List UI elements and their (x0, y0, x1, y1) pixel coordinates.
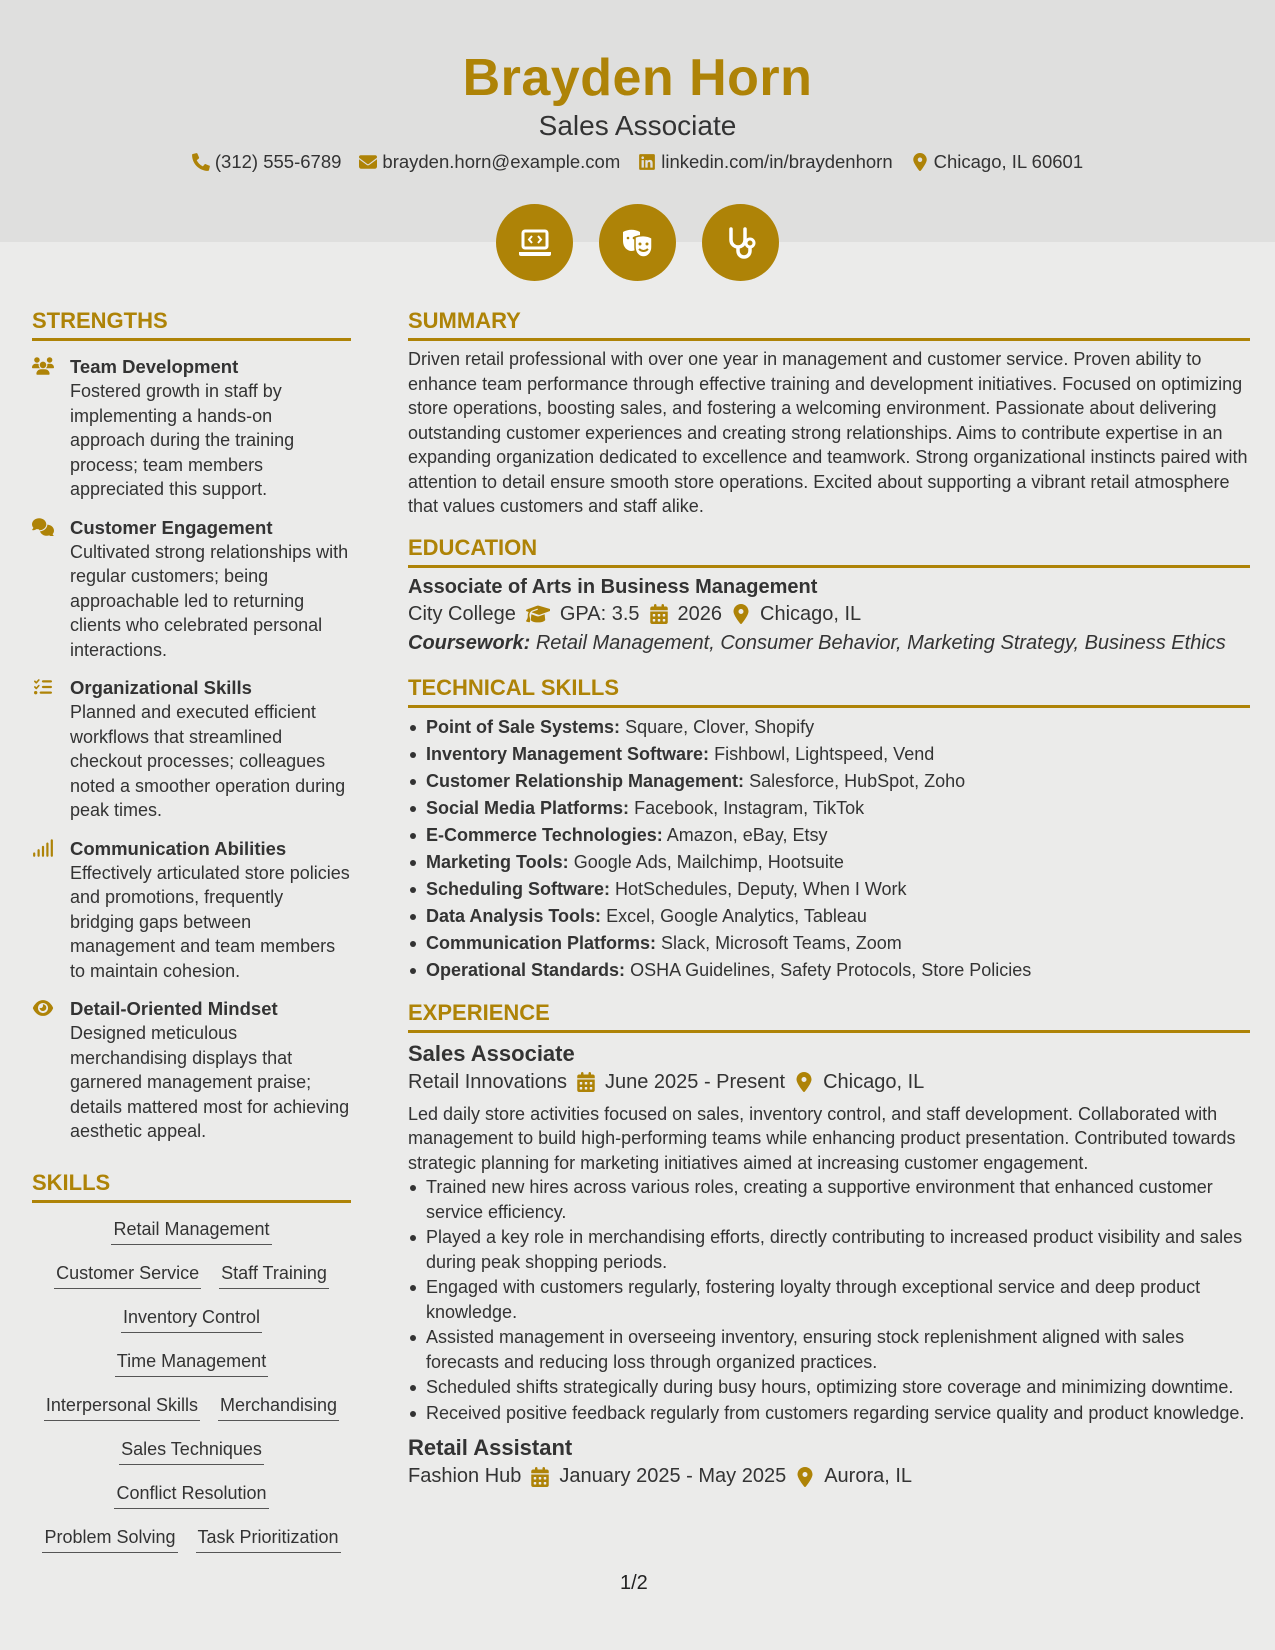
phone-text: (312) 555-6789 (214, 151, 342, 172)
strength-desc: Designed meticulous merchandising displays that garnered management praise; details mattered most for achieving aesthetic appeal. (70, 1023, 350, 1141)
coursework-list: Retail Management, Consumer Behavior, Marketing Strategy, Business Ethics (535, 631, 1226, 654)
strength-item (32, 355, 351, 502)
list-item: Point of Sale Systems: Square, Clover, Shopify (408, 714, 1250, 741)
list-item: Received positive feedback regularly from customers regarding service quality and product knowledge. (408, 1401, 1250, 1426)
strength-title: Communication Abilities (70, 837, 287, 859)
list-item: Social Media Platforms: Facebook, Instagram, TikTok (408, 795, 1250, 822)
gpa-text: GPA: 3.5 (559, 602, 640, 625)
list-item: Played a key role in merchandising efforts, directly contributing to increased product visibility and sales during peak shopping periods. (408, 1225, 1250, 1274)
skill-tag: Retail Management (111, 1217, 271, 1245)
calendar-icon (577, 1072, 595, 1092)
contact-email[interactable] (359, 151, 620, 173)
right-column (408, 308, 1250, 1488)
map-pin-icon (796, 1467, 814, 1487)
graduation-cap-icon (526, 604, 550, 624)
map-pin-icon (795, 1072, 813, 1092)
job-bullets (408, 1175, 1250, 1425)
strength-item (32, 676, 351, 823)
strength-title: Organizational Skills (70, 677, 252, 698)
contact-bar (0, 151, 1275, 173)
theater-masks-icon (599, 204, 676, 281)
skill-tag: Conflict Resolution (114, 1481, 268, 1509)
technical-skills-list (408, 714, 1250, 984)
list-item: E-Commerce Technologies: Amazon, eBay, Etsy (408, 822, 1250, 849)
education-heading: EDUCATION (408, 535, 1250, 568)
list-item: Customer Relationship Management: Salesforce, HubSpot, Zoho (408, 768, 1250, 795)
strength-desc: Planned and executed efficient workflows that streamlined checkout processes; colleagues noted a smoother operation during peak times. (70, 702, 346, 820)
job-location: Aurora, IL (824, 1465, 913, 1487)
left-column (32, 308, 351, 1569)
list-item: Scheduled shifts strategically during busy hours, optimizing store coverage and minimizing downtime. (408, 1375, 1250, 1400)
list-item: Communication Platforms: Slack, Microsoft Teams, Zoom (408, 930, 1250, 957)
candidate-role: Sales Associate (538, 110, 737, 141)
job-summary: Led daily store activities focused on sales, inventory control, and staff development. Collaborated with management to build high-performing teams while enhancing product presentation. Contributed towards strategic planning for marketing initiatives aimed at increasing customer engagement. (408, 1103, 1236, 1173)
job-dates: January 2025 - May 2025 (559, 1465, 787, 1487)
strengths-heading: STRENGTHS (32, 308, 351, 341)
strength-desc: Cultivated strong relationships with regular customers; being approachable led to returning clients who celebrated personal interactions. (70, 541, 349, 660)
envelope-icon (359, 153, 377, 171)
skill-tag: Customer Service (54, 1261, 201, 1289)
comments-icon (32, 518, 54, 536)
strength-title: Detail-Oriented Mindset (70, 998, 278, 1019)
skill-tag: Interpersonal Skills (44, 1393, 200, 1421)
summary-text: Driven retail professional with over one year in management and customer service. Proven ability to enhance team performance through effective training and development initiatives. Focused on optimizing store operations, boosting sales, and fostering a welcoming environment. Passionate about delivering outstanding customer experiences and creating strong relationships. Aims to contribute expertise in an expanding organization dedicated to excellence and teamwork. Strong organizational instincts paired with attention to detail ensure smooth store operations. Excited about supporting a vibrant retail atmosphere that values customers and staff alike. (408, 349, 1248, 516)
eye-icon (32, 999, 54, 1017)
strength-desc: Fostered growth in staff by implementing a hands-on approach during the training process; team members appreciated this support. (70, 381, 295, 499)
calendar-icon (531, 1467, 549, 1487)
strength-title: Customer Engagement (70, 516, 273, 538)
contact-phone[interactable] (192, 151, 342, 173)
stethoscope-icon (702, 204, 779, 281)
strength-item (32, 837, 351, 984)
list-item: Operational Standards: OSHA Guidelines, Safety Protocols, Store Policies (408, 957, 1250, 984)
skill-tag: Staff Training (219, 1261, 329, 1289)
list-item: Scheduling Software: HotSchedules, Deputy, When I Work (408, 876, 1250, 903)
degree-title: Associate of Arts in Business Management (408, 575, 818, 598)
skill-tag: Sales Techniques (119, 1437, 264, 1465)
job-meta (408, 1465, 1250, 1488)
experience-heading: EXPERIENCE (408, 1000, 1250, 1033)
skill-tag: Task Prioritization (196, 1525, 341, 1553)
list-check-icon (32, 678, 54, 696)
company-name: Fashion Hub (408, 1465, 522, 1487)
job-meta (408, 1071, 1250, 1094)
skills-heading: SKILLS (32, 1170, 351, 1203)
list-item: Marketing Tools: Google Ads, Mailchimp, Hootsuite (408, 849, 1250, 876)
coursework-label: Coursework: (408, 631, 531, 654)
coursework-line (408, 632, 1250, 655)
skill-tag: Problem Solving (42, 1525, 177, 1553)
job-title: Retail Assistant (408, 1435, 573, 1460)
strength-desc: Effectively articulated store policies and promotions, frequently bridging gaps between management and team members to maintain cohesion. (70, 862, 350, 981)
skill-tag: Merchandising (218, 1393, 339, 1421)
job-location: Chicago, IL (823, 1070, 925, 1093)
location-text: Chicago, IL 60601 (933, 151, 1084, 172)
calendar-icon (650, 604, 668, 624)
skill-tag: Inventory Control (121, 1305, 262, 1333)
company-name: Retail Innovations (408, 1070, 567, 1093)
list-item: Inventory Management Software: Fishbowl, Lightspeed, Vend (408, 741, 1250, 768)
strength-title: Team Development (70, 356, 239, 377)
list-item: Data Analysis Tools: Excel, Google Analytics, Tableau (408, 903, 1250, 930)
email-text: brayden.horn@example.com (382, 151, 621, 172)
list-item: Trained new hires across various roles, creating a supportive environment that enhanced customer service efficiency. (408, 1175, 1250, 1224)
phone-icon (192, 153, 210, 171)
map-pin-icon (732, 604, 750, 624)
education-meta (408, 603, 1250, 626)
laptop-code-icon (496, 204, 573, 281)
list-item: Engaged with customers regularly, fostering loyalty through exceptional service and deep product knowledge. (408, 1275, 1250, 1324)
interest-icons (0, 204, 1275, 281)
technical-skills-heading: TECHNICAL SKILLS (408, 675, 1250, 708)
page-number: 1/2 (620, 1572, 648, 1594)
summary-heading: SUMMARY (408, 308, 1250, 341)
job-title: Sales Associate (408, 1040, 575, 1066)
signal-icon (32, 839, 54, 857)
graduation-year: 2026 (677, 602, 722, 625)
skills-list (32, 1217, 351, 1553)
candidate-name: Brayden Horn (462, 49, 813, 107)
linkedin-icon (638, 153, 656, 171)
school-name: City College (408, 602, 516, 625)
contact-location (911, 151, 1083, 173)
school-location: Chicago, IL (760, 602, 862, 625)
strength-item (32, 997, 351, 1144)
skill-tag: Time Management (115, 1349, 268, 1377)
users-icon (32, 357, 54, 375)
list-item: Assisted management in overseeing inventory, ensuring stock replenishment aligned with sales forecasts and reducing loss through organized practices. (408, 1325, 1250, 1374)
linkedin-text: linkedin.com/in/braydenhorn (661, 151, 893, 172)
map-pin-icon (911, 153, 929, 171)
strength-item (32, 516, 351, 663)
job-dates: June 2025 - Present (604, 1070, 786, 1093)
contact-linkedin[interactable] (638, 151, 892, 173)
